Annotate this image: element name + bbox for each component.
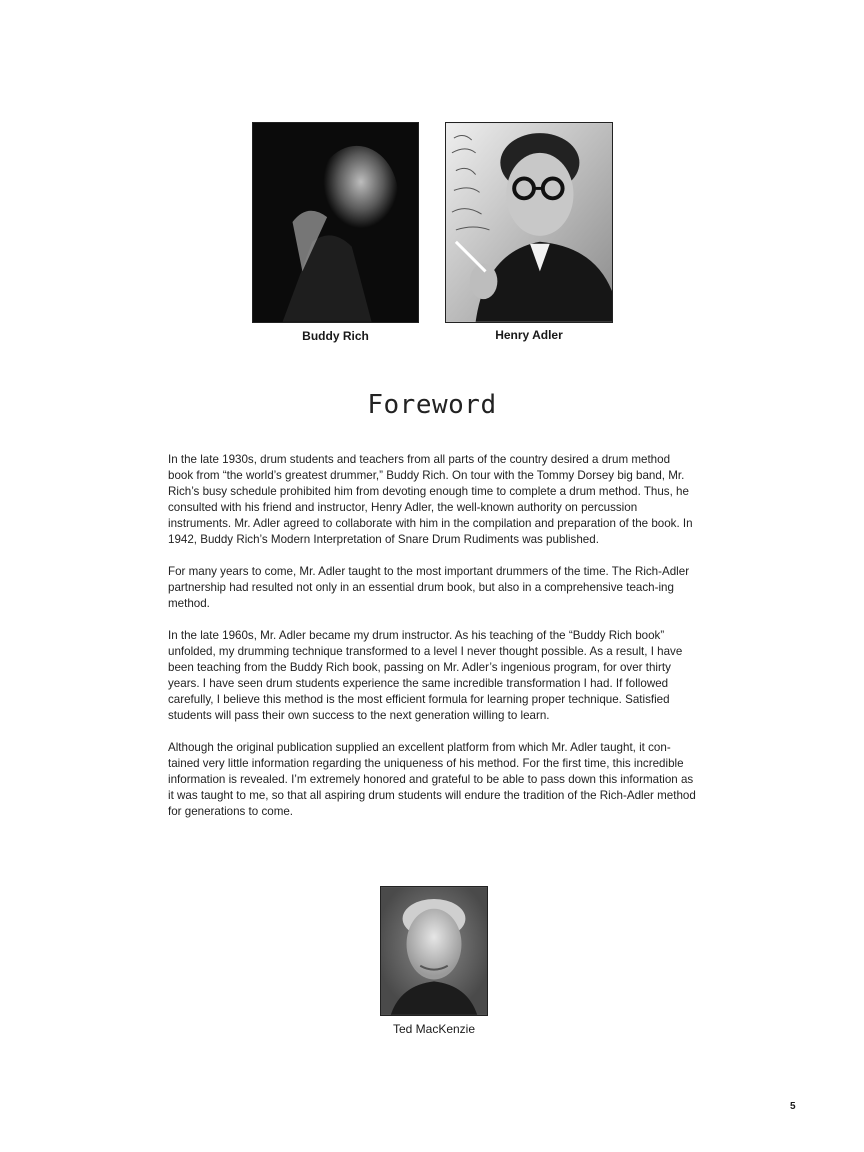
autographed-portrait-photo-icon [446, 123, 612, 322]
ted-mackenzie-caption: Ted MacKenzie [392, 1022, 476, 1036]
page-number: 5 [790, 1101, 796, 1112]
henry-adler-caption: Henry Adler [495, 328, 563, 342]
portrait-photo-icon [381, 887, 487, 1015]
henry-adler-photo [445, 122, 613, 323]
paragraph-4: Although the original publication supplied an excellent platform from which Mr. Adler taught, it con-tained very little information regarding the uniqueness of his method. For the first time, this incredible information is revealed. I’m extremely honored and grateful to be able to pass down this information as it was taught to me, so that all aspiring drum students will endure the tradition of the Rich-Adler method for generations to come. [168, 741, 696, 818]
portrait-photo-icon [253, 123, 418, 322]
buddy-rich-caption: Buddy Rich [302, 329, 369, 343]
page-title: Foreword [367, 390, 497, 420]
foreword-body [168, 452, 698, 836]
paragraph-2: For many years to come, Mr. Adler taught to the most important drummers of the time. The Rich-Adler partnership had resulted not only in an essential drum book, but also in a comprehensive teach-ing method. [168, 565, 690, 610]
paragraph-1: In the late 1930s, drum students and teachers from all parts of the country desired a drum method book from “the world’s greatest drummer,” Buddy Rich. On tour with the Tommy Dorsey big band, Mr. Rich’s busy schedule prohibited him from devoting enough time to complete a drum method. Thus, he consulted with his friend and instructor, Henry Adler, the well-known authority on percussion instruments. Mr. Adler agreed to collaborate with him in the compilation and preparation of the book. In 1942, Buddy Rich’s Modern Interpretation of Snare Drum Rudiments was published. [168, 453, 693, 546]
paragraph-3: In the late 1960s, Mr. Adler became my drum instructor. As his teaching of the “Buddy Rich book” unfolded, my drumming technique transformed to a level I never thought possible. As a result, I have been teaching from the Buddy Rich book, passing on Mr. Adler’s ingenious program, for over thirty years. I have seen drum students experience the same incredible transformation I had. If followed carefully, I believe this method is the most efficient formula for learning proper technique. Satisfied students will pass their own success to the next generation willing to learn. [168, 629, 683, 722]
buddy-rich-photo [252, 122, 419, 323]
ted-mackenzie-photo [380, 886, 488, 1016]
